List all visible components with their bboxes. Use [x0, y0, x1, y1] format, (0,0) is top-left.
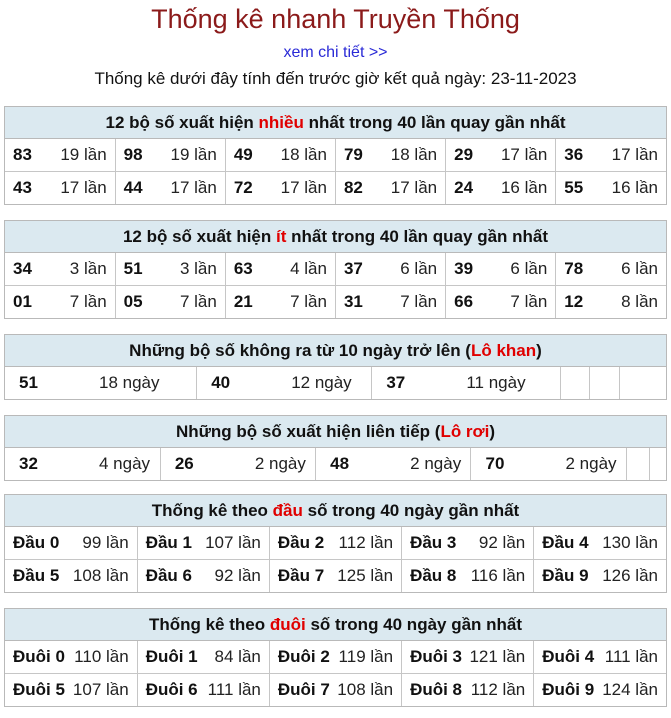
- stat-cell: [372, 367, 560, 399]
- stat-number: Đuôi 7: [277, 680, 330, 699]
- stat-number: Đầu 6: [145, 566, 192, 585]
- stat-count: 18 lần: [390, 145, 438, 164]
- detail-link[interactable]: xem chi tiết >>: [283, 44, 388, 61]
- stat-number: 29: [454, 145, 474, 164]
- stat-cell: [137, 527, 269, 560]
- stat-number: 66: [454, 292, 474, 311]
- stat-cell: [115, 139, 225, 172]
- stat-number: Đầu 3: [410, 533, 457, 552]
- stat-count: 18 lần: [280, 145, 327, 164]
- stat-count: 2 ngày: [565, 454, 617, 473]
- stat-number: 05: [123, 292, 143, 311]
- empty-cell: [590, 367, 620, 399]
- stat-number: 12: [564, 292, 584, 311]
- least-frequent-section: [4, 220, 667, 319]
- stat-count: 130 lần: [602, 533, 658, 552]
- stat-number: 01: [13, 292, 32, 311]
- stat-cell: [137, 560, 269, 593]
- stat-number: Đuôi 6: [145, 680, 198, 699]
- stat-number: Đuôi 3: [410, 647, 463, 666]
- highlight-text: nhiều: [258, 113, 304, 132]
- stat-cell: [225, 172, 335, 205]
- stat-count: 110 lần: [74, 647, 129, 666]
- stat-cell: [5, 253, 115, 286]
- stat-number: 32: [19, 454, 38, 473]
- stat-cell: [225, 139, 335, 172]
- stat-number: 82: [343, 178, 363, 197]
- stat-number: 39: [454, 259, 474, 278]
- stat-number: Đuôi 5: [13, 680, 65, 699]
- stat-number: 24: [454, 178, 474, 197]
- duoi-stats-section: [4, 608, 667, 707]
- stat-number: 43: [13, 178, 32, 197]
- stat-number: 34: [13, 259, 32, 278]
- most-frequent-table: [5, 139, 666, 204]
- stat-number: 48: [330, 454, 350, 473]
- table-row: [5, 527, 666, 560]
- stat-cell: [115, 286, 225, 319]
- stat-number: Đuôi 0: [13, 647, 65, 666]
- stat-count: 107 lần: [72, 680, 129, 699]
- stat-number: 26: [174, 454, 194, 473]
- stat-number: 49: [233, 145, 253, 164]
- stat-cell: [446, 253, 556, 286]
- stat-count: 92 lần: [214, 566, 261, 585]
- stat-cell: [556, 172, 666, 205]
- stat-count: 116 lần: [470, 566, 526, 585]
- stat-cell: [316, 448, 471, 480]
- stat-number: 36: [564, 145, 584, 164]
- stat-count: 111 lần: [207, 680, 261, 699]
- section-heading: Những bộ số không ra từ 10 ngày trở lên (Lô khan): [5, 335, 666, 367]
- stat-count: 121 lần: [469, 647, 526, 666]
- dau-stats-table: [5, 527, 666, 592]
- stat-cell: [269, 527, 401, 560]
- lo-roi-section: [4, 415, 667, 481]
- stat-count: 17 lần: [280, 178, 327, 197]
- section-heading: 12 bộ số xuất hiện ít nhất trong 40 lần quay gần nhất: [5, 221, 666, 253]
- stat-number: 98: [123, 145, 143, 164]
- stat-cell: [197, 367, 372, 399]
- stat-number: 44: [123, 178, 143, 197]
- highlight-text: đầu: [272, 501, 303, 520]
- section-heading: Những bộ số xuất hiện liên tiếp (Lô rơi): [5, 416, 666, 448]
- stat-count: 16 lần: [500, 178, 548, 197]
- stat-count: 92 lần: [478, 533, 526, 552]
- least-frequent-table: [5, 253, 666, 318]
- table-row: [5, 253, 666, 286]
- section-heading: Thống kê theo đuôi số trong 40 ngày gần nhất: [5, 609, 666, 641]
- stat-count: 17 lần: [500, 145, 548, 164]
- stat-cell: [335, 139, 445, 172]
- stat-number: Đuôi 8: [410, 680, 463, 699]
- stat-cell: [115, 172, 225, 205]
- stat-count: 18 ngày: [99, 373, 160, 392]
- stat-number: 40: [211, 373, 231, 392]
- stat-count: 125 lần: [337, 566, 394, 585]
- stat-number: Đuôi 9: [542, 680, 595, 699]
- empty-cell: [560, 367, 590, 399]
- stat-cell: [5, 560, 137, 593]
- highlight-text: Lô rơi: [440, 422, 490, 441]
- section-heading: Thống kê theo đầu số trong 40 ngày gần nhất: [5, 495, 666, 527]
- stat-count: 112 lần: [338, 533, 394, 552]
- stat-number: 21: [233, 292, 253, 311]
- stat-count: 2 ngày: [254, 454, 306, 473]
- stat-number: 51: [19, 373, 38, 392]
- stat-count: 124 lần: [602, 680, 658, 699]
- highlight-text: đuôi: [269, 615, 306, 634]
- stat-count: 4 ngày: [99, 454, 151, 473]
- stat-count: 7 lần: [400, 292, 438, 311]
- stat-count: 119 lần: [338, 647, 394, 666]
- stat-cell: [160, 448, 315, 480]
- stat-number: Đầu 0: [13, 533, 60, 552]
- stat-number: Đầu 7: [277, 566, 325, 585]
- most-frequent-section: [4, 106, 667, 205]
- stat-number: 51: [123, 259, 143, 278]
- stat-count: 108 lần: [337, 680, 394, 699]
- stat-count: 19 lần: [170, 145, 217, 164]
- stat-number: Đầu 9: [542, 566, 589, 585]
- stat-cell: [137, 674, 269, 707]
- stat-cell: [446, 139, 556, 172]
- stat-cell: [446, 172, 556, 205]
- stat-number: 37: [343, 259, 363, 278]
- stat-cell: [556, 286, 666, 319]
- stat-count: 99 lần: [82, 533, 129, 552]
- stat-count: 19 lần: [60, 145, 107, 164]
- stat-count: 108 lần: [72, 566, 129, 585]
- stat-count: 84 lần: [214, 647, 261, 666]
- stat-cell: [534, 674, 666, 707]
- stat-count: 111 lần: [604, 647, 658, 666]
- stat-number: Đầu 1: [145, 533, 192, 552]
- table-row: [5, 560, 666, 593]
- table-row: [5, 367, 666, 399]
- stat-cell: [471, 448, 626, 480]
- stat-count: 107 lần: [205, 533, 261, 552]
- stat-cell: [335, 253, 445, 286]
- stat-number: 70: [485, 454, 505, 473]
- stat-cell: [5, 641, 137, 674]
- stat-number: Đầu 5: [13, 566, 60, 585]
- stat-number: Đuôi 1: [145, 647, 198, 666]
- lo-khan-section: [4, 334, 667, 400]
- stat-count: 16 lần: [611, 178, 658, 197]
- duoi-stats-table: [5, 641, 666, 706]
- stat-cell: [556, 139, 666, 172]
- stat-cell: [335, 286, 445, 319]
- stat-cell: [269, 641, 401, 674]
- stat-cell: [269, 560, 401, 593]
- table-row: [5, 139, 666, 172]
- stat-cell: [402, 527, 534, 560]
- stat-count: 7 lần: [290, 292, 327, 311]
- dau-stats-section: [4, 494, 667, 593]
- stat-number: 55: [564, 178, 584, 197]
- stat-cell: [269, 674, 401, 707]
- page-title: Thống kê nhanh Truyền Thống: [151, 4, 520, 34]
- table-row: [5, 448, 666, 480]
- stat-cell: [534, 641, 666, 674]
- section-heading: 12 bộ số xuất hiện nhiều nhất trong 40 lần quay gần nhất: [5, 107, 666, 139]
- stat-cell: [225, 253, 335, 286]
- stat-cell: [5, 367, 197, 399]
- stat-number: 31: [343, 292, 363, 311]
- table-row: [5, 172, 666, 205]
- stat-cell: [5, 674, 137, 707]
- stat-number: 79: [343, 145, 363, 164]
- lo-khan-table: [5, 367, 666, 399]
- stat-number: 37: [386, 373, 406, 392]
- stat-count: 6 lần: [400, 259, 438, 278]
- stat-count: 17 lần: [60, 178, 107, 197]
- stat-count: 4 lần: [290, 259, 327, 278]
- stat-cell: [225, 286, 335, 319]
- stat-count: 17 lần: [390, 178, 438, 197]
- stat-number: 63: [233, 259, 253, 278]
- stat-cell: [115, 253, 225, 286]
- stat-count: 6 lần: [510, 259, 548, 278]
- stat-number: 78: [564, 259, 584, 278]
- highlight-text: ít: [276, 227, 287, 246]
- stat-cell: [5, 286, 115, 319]
- stats-date-subtitle: Thống kê dưới đây tính đến trước giờ kết quả ngày: 23-11-2023: [94, 69, 577, 88]
- stat-number: 72: [233, 178, 253, 197]
- stat-count: 8 lần: [621, 292, 658, 311]
- stat-count: 11 ngày: [466, 373, 526, 392]
- stat-cell: [402, 674, 534, 707]
- stat-cell: [534, 560, 666, 593]
- stat-cell: [5, 527, 137, 560]
- stat-cell: [5, 139, 115, 172]
- stat-number: Đầu 8: [410, 566, 457, 585]
- stat-cell: [137, 641, 269, 674]
- stat-cell: [446, 286, 556, 319]
- stat-count: 3 lần: [69, 259, 107, 278]
- stat-count: 3 lần: [179, 259, 217, 278]
- stat-count: 6 lần: [621, 259, 658, 278]
- stat-count: 2 ngày: [410, 454, 462, 473]
- stat-number: Đầu 2: [277, 533, 325, 552]
- stat-cell: [5, 448, 160, 480]
- stat-count: 112 lần: [470, 680, 526, 699]
- stat-cell: [402, 641, 534, 674]
- stat-number: 83: [13, 145, 32, 164]
- stat-cell: [402, 560, 534, 593]
- empty-cell: [649, 448, 666, 480]
- stat-count: 17 lần: [170, 178, 217, 197]
- stat-count: 17 lần: [611, 145, 658, 164]
- stat-cell: [556, 253, 666, 286]
- highlight-text: Lô khan: [470, 341, 537, 360]
- stat-count: 12 ngày: [291, 373, 352, 392]
- stat-count: 7 lần: [510, 292, 548, 311]
- stat-count: 7 lần: [69, 292, 107, 311]
- stat-number: Đuôi 2: [277, 647, 330, 666]
- stat-number: Đuôi 4: [542, 647, 595, 666]
- stat-cell: [5, 172, 115, 205]
- stat-cell: [335, 172, 445, 205]
- stat-count: 126 lần: [602, 566, 658, 585]
- table-row: [5, 674, 666, 707]
- stat-cell: [534, 527, 666, 560]
- stat-count: 7 lần: [179, 292, 217, 311]
- empty-cell: [620, 367, 666, 399]
- table-row: [5, 286, 666, 319]
- table-row: [5, 641, 666, 674]
- empty-cell: [626, 448, 649, 480]
- stat-number: Đầu 4: [542, 533, 589, 552]
- lo-roi-table: [5, 448, 666, 480]
